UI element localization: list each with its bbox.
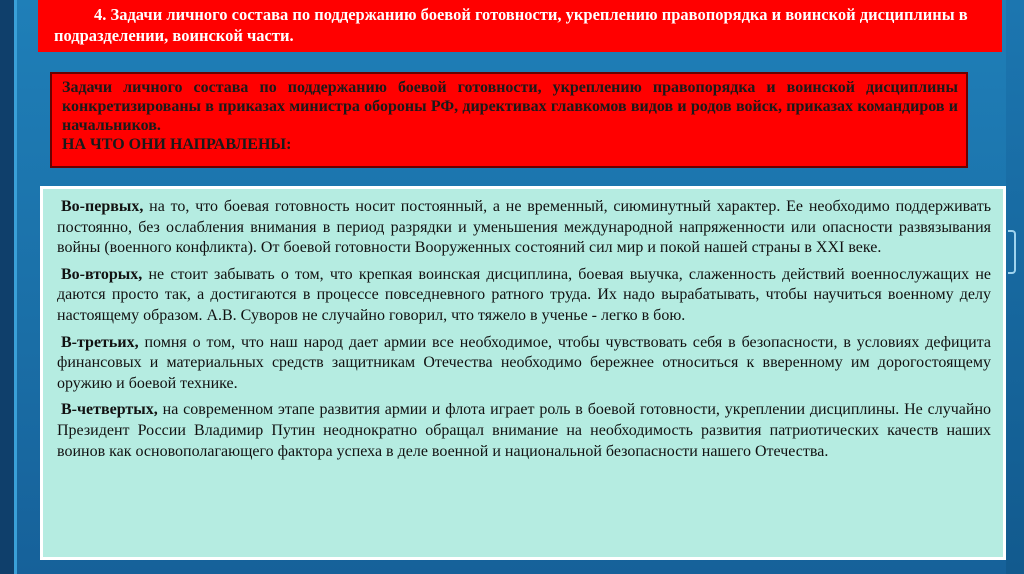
paragraph-text: на то, что боевая готовность носит постоянный, а не временный, сиюминутный характер. Ее необходимо поддерживать постоянно, без ослабления внимания в период разрядки и уменьшения международной напряженности или опасности развязывания войны (военного конфликта). От боевой готовности Вооруженных состояний сил мир и покой нашей страны в XXI веке. (57, 198, 991, 257)
paragraph-first (57, 197, 991, 259)
slide-title (38, 0, 1002, 52)
right-decor-bracket (1008, 230, 1016, 274)
paragraph-lead: Во-вторых, (61, 265, 143, 283)
paragraph-text: помня о том, что наш народ дает армии все необходимое, чтобы чувствовать себя в безопасности, в условиях дефицита финансовых и материальных средств защитникам Отечества необходимо бережнее относиться к вверенному им дорогостоящему оружию и боевой технике. (57, 333, 991, 392)
paragraph-lead: В-третьих, (61, 333, 139, 351)
right-decor-bar (1006, 0, 1024, 574)
paragraph-second (57, 265, 991, 327)
left-decor-bar (0, 0, 14, 574)
subtitle-text: Задачи личного состава по поддержанию боевой готовности, укреплению правопорядка и воинской дисциплины конкретизированы в приказах министра обороны РФ, директивах главкомов видов и родов войск, приказах командиров и начальников. (62, 79, 958, 134)
left-decor-stripe (14, 0, 17, 574)
slide-title-text: 4. Задачи личного состава по поддержанию боевой готовности, укреплению правопорядка и воинской дисциплины в подразделении, воинской части. (54, 5, 968, 45)
paragraph-text: не стоит забывать о том, что крепкая воинская дисциплина, боевая выучка, слаженность действий военнослужащих не даются просто так, а достигаются в процессе повседневного ратного труда. Их надо вырабатывать, чтобы научиться военному делу настоящему образом. А.В. Суворов не случайно говорил, что тяжело в ученье - легко в бою. (57, 265, 991, 324)
subtitle-box (50, 72, 968, 168)
paragraph-text: на современном этапе развития армии и флота играет роль в боевой готовности, укреплении дисциплины. Не случайно Президент России Владимир Путин неоднократно обращал внимание на необходимость развития патриотических качеств наших воинов как основополагающего фактора успеха в деле военной и национальной безопасности нашего Отечества. (57, 401, 991, 460)
content-box (40, 186, 1006, 560)
paragraph-lead: В-четвертых, (61, 401, 158, 419)
paragraph-fourth (57, 400, 991, 462)
paragraph-third (57, 333, 991, 395)
subtitle-question: НА ЧТО ОНИ НАПРАВЛЕНЫ: (62, 136, 292, 153)
paragraph-lead: Во-первых, (61, 198, 144, 215)
